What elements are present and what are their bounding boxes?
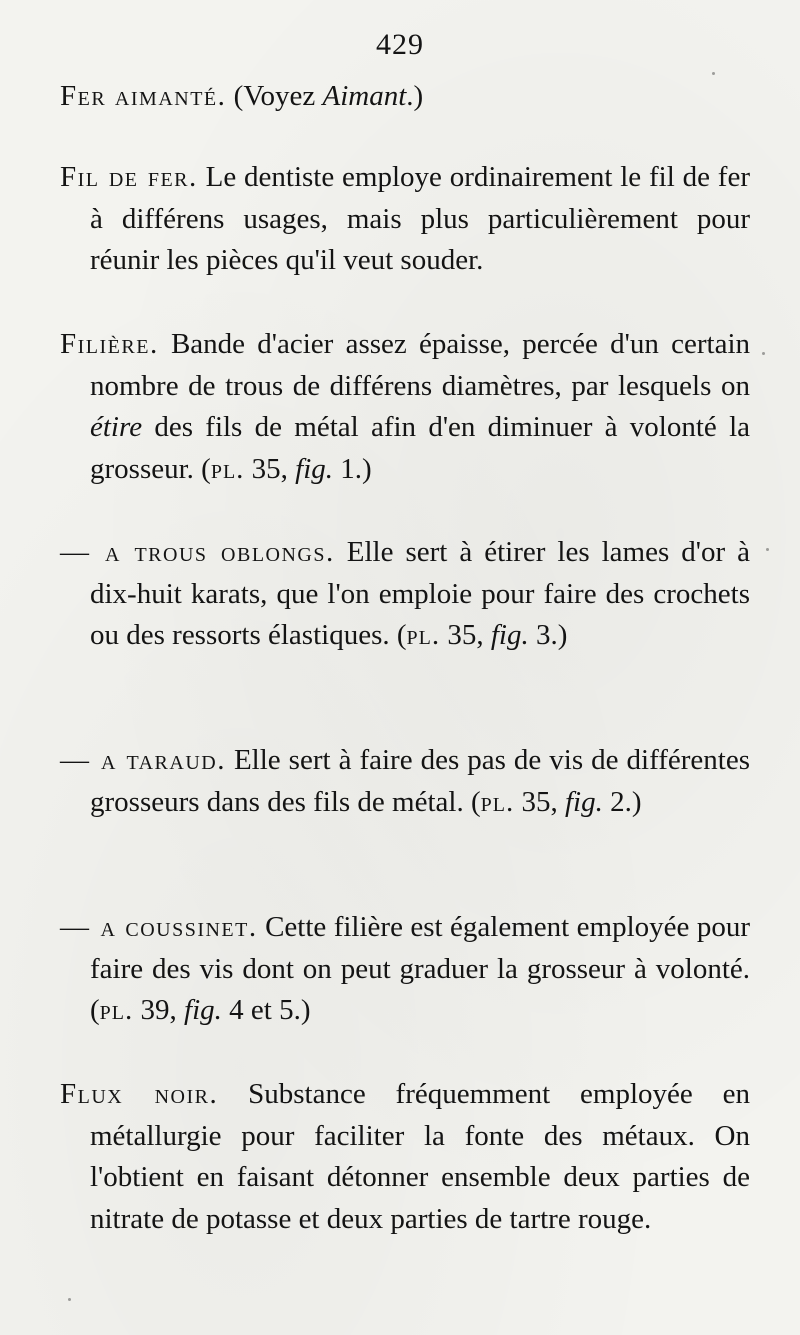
page-number: 429	[376, 28, 424, 61]
entry-dash: —	[60, 536, 89, 568]
entry-filiere	[60, 324, 750, 490]
entry-head: Flux noir.	[60, 1078, 219, 1110]
paper-speck	[68, 1298, 71, 1301]
entry-body: Substance fréquemment employée en métallurgie pour faciliter la fonte des métaux. On l'obtient en faisant détonner ensemble deux parties de nitrate de potasse et deux parties de tartre rouge.	[90, 1078, 750, 1235]
paper-speck	[712, 72, 715, 75]
entry-dash: —	[60, 911, 89, 943]
entry-fer-aimante	[60, 76, 750, 118]
paper-speck	[762, 352, 765, 355]
entry-a-coussinet	[60, 907, 750, 1032]
entry-a-taraud	[60, 740, 750, 823]
entry-body: Bande d'acier assez épaisse, percée d'un certain nombre de trous de différens diamètres, par lesquels on étire des fils de métal afin d'en diminuer à volonté la grosseur. (pl. 35, fig. 1.)	[90, 328, 751, 485]
entry-head: a trous oblongs.	[105, 536, 335, 568]
entry-body: Elle sert à étirer les lames d'or à dix-huit karats, que l'on emploie pour faire des crochets ou des ressorts élastiques. (pl. 35, fig. 3.)	[90, 536, 751, 651]
entry-head: Fil de fer.	[60, 161, 198, 193]
entry-fil-de-fer	[60, 157, 750, 282]
entry-dash: —	[60, 744, 89, 776]
entry-body: Le dentiste employe ordinairement le fil de fer à différens usages, mais plus particulièrement pour réunir les pièces qu'il veut souder.	[90, 161, 750, 276]
entry-head: Filière.	[60, 328, 159, 360]
entry-head: a coussinet.	[100, 911, 258, 943]
entry-head: a taraud.	[101, 744, 226, 776]
entry-body: Cette filière est également employée pour faire des vis dont on peut graduer la grosseur à volonté. (pl. 39, fig. 4 et 5.)	[90, 911, 751, 1026]
paper-speck	[766, 548, 769, 551]
entry-body: Elle sert à faire des pas de vis de différentes grosseurs dans des fils de métal. (pl. 35, fig. 2.)	[90, 744, 751, 818]
entry-head: Fer aimanté.	[60, 80, 227, 112]
entry-a-trous-oblongs	[60, 532, 750, 657]
entry-body: (Voyez Aimant.)	[233, 80, 424, 112]
entry-flux-noir	[60, 1074, 750, 1240]
